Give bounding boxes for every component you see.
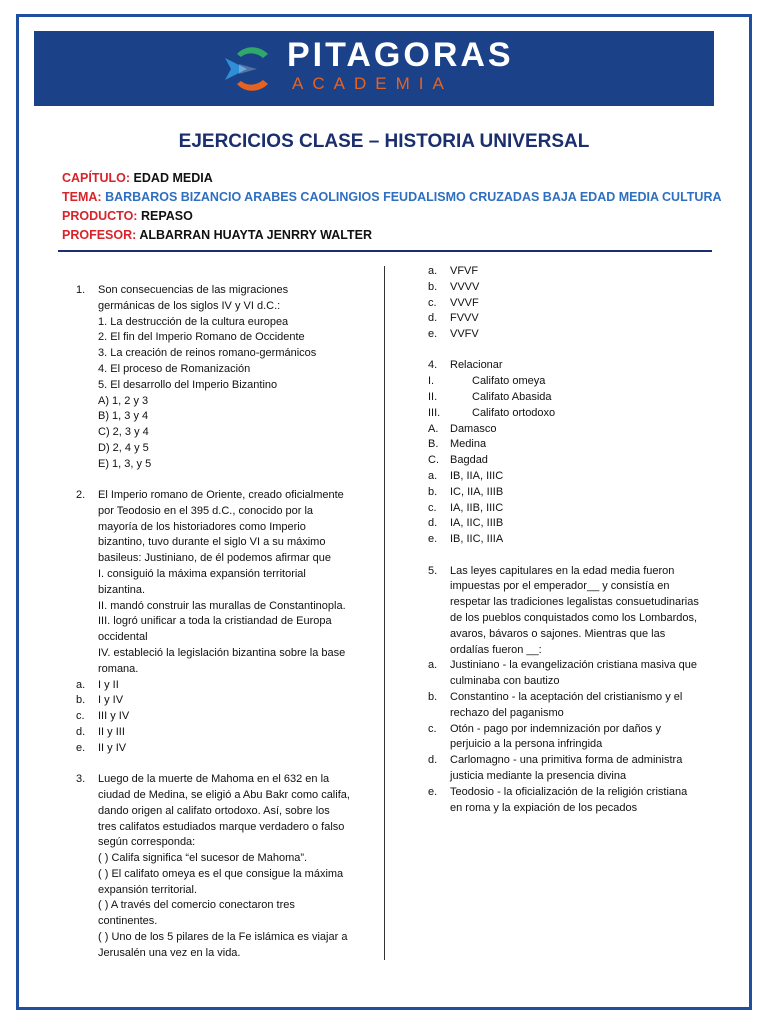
question-text: Las leyes capitulares en la edad media fueron <box>450 564 675 577</box>
item-text: Califato Abasida <box>472 391 552 404</box>
brand-subtitle: ACADEMIA <box>292 74 453 93</box>
answer-option: A) 1, 2 y 3 <box>98 394 149 407</box>
question-text: romana. <box>98 662 139 675</box>
statement-item: 4. El proceso de Romanización <box>98 362 251 375</box>
item-text: Medina <box>450 438 487 451</box>
item-numeral: II. <box>428 391 438 404</box>
match-item <box>428 406 718 422</box>
option-letter: c. <box>428 722 437 735</box>
question-text: avaros, bávaros o sajones. Mientras que las <box>450 627 666 640</box>
item-numeral: I. <box>428 375 435 388</box>
question-text: Son consecuencias de las migraciones <box>98 284 289 296</box>
option-text: Otón - pago por indemnización por daños y <box>450 722 661 735</box>
option-text: VVFV <box>450 328 479 341</box>
meta-teacher <box>62 228 372 242</box>
answer-option <box>428 264 718 280</box>
option-letter: b. <box>428 690 438 703</box>
question-1 <box>76 283 366 473</box>
question-text: ( ) A través del comercio conectaron tres <box>98 899 295 912</box>
option-text: I y IV <box>98 694 124 707</box>
answer-option: D) 2, 4 y 5 <box>98 441 149 454</box>
question-text: Jerusalén una vez en la vida. <box>98 946 241 959</box>
item-text: Califato ortodoxo <box>472 406 556 419</box>
item-text: Califato omeya <box>472 375 546 388</box>
question-text: dando origen al califato ortodoxo. Así, sobre los <box>98 804 330 817</box>
meta-key: TEMA: <box>62 190 102 204</box>
option-letter: d. <box>428 312 438 325</box>
option-letter: e. <box>76 741 86 754</box>
option-text: IB, IIA, IIIC <box>450 470 504 483</box>
option-text: en roma y la expiación de los pecados <box>450 801 638 814</box>
question-text: según corresponda: <box>98 836 196 849</box>
option-letter: d. <box>76 726 86 739</box>
option-text: FVVV <box>450 312 479 325</box>
answer-option <box>428 532 718 548</box>
document-title: EJERCICIOS CLASE – HISTORIA UNIVERSAL <box>178 131 590 152</box>
question-text: ( ) Uno de los 5 pilares de la Fe islámica es viajar a <box>98 931 348 944</box>
question-4 <box>428 358 718 548</box>
option-text: culminaba con bautizo <box>450 675 560 688</box>
question-text: respetar las tradiciones legalistas consuetudinarias <box>450 596 699 609</box>
option-letter: e. <box>428 785 438 798</box>
right-column <box>428 264 718 832</box>
option-letter: d. <box>428 754 438 767</box>
brand-name: PITAGORAS <box>287 36 514 74</box>
answer-option <box>428 658 718 674</box>
question-text: ( ) Califa significa “el sucesor de Mahoma”. <box>98 852 308 865</box>
option-text: Teodosio - la oficialización de la religión cristiana <box>450 785 688 798</box>
item-text: Damasco <box>450 422 497 435</box>
statement-item: 5. El desarrollo del Imperio Bizantino <box>98 378 278 391</box>
statement-item: 1. La destrucción de la cultura europea <box>98 315 289 328</box>
option-text: perjuicio a la persona infringida <box>450 738 603 751</box>
option-letter: d. <box>428 517 438 530</box>
question-text: II. mandó construir las murallas de Constantinopla. <box>98 599 346 612</box>
option-letter: a. <box>428 265 438 277</box>
question-5 <box>428 564 718 817</box>
answer-option <box>428 311 718 327</box>
answer-option <box>428 753 718 769</box>
option-text: I y II <box>98 678 119 691</box>
question-text: expansión territorial. <box>98 883 198 896</box>
header-divider <box>58 250 712 252</box>
item-letter: A. <box>428 422 439 435</box>
option-text: Carlomagno - una primitiva forma de administra <box>450 754 683 767</box>
match-item <box>428 437 718 453</box>
left-column <box>76 283 366 977</box>
question-2 <box>76 488 366 757</box>
question-text: por Teodosio en el 395 d.C., conocido por la <box>98 504 314 517</box>
option-text: IB, IIC, IIIA <box>450 533 504 546</box>
option-text: IA, IIB, IIIC <box>450 501 504 514</box>
match-item <box>428 374 718 390</box>
answer-option <box>76 693 366 709</box>
option-text: Justiniano - la evangelización cristiana masiva que <box>450 659 698 672</box>
match-item <box>428 453 718 469</box>
question-text: Luego de la muerte de Mahoma en el 632 en la <box>98 773 330 786</box>
option-text: Constantino - la aceptación del cristianismo y el <box>450 690 683 703</box>
question-3 <box>76 772 366 962</box>
meta-product <box>62 209 193 223</box>
match-item <box>428 422 718 438</box>
question-text: de los pueblos conquistados como los Lombardos, <box>450 611 698 624</box>
answer-option <box>428 327 718 343</box>
option-text: VVVV <box>450 280 480 293</box>
option-letter: c. <box>428 501 437 514</box>
question-text: bizantina. <box>98 583 146 596</box>
answer-option <box>428 296 718 312</box>
question-text: ordalías fueron __: <box>450 643 542 656</box>
option-letter: b. <box>76 694 86 707</box>
option-text: IA, IIC, IIIB <box>450 517 504 530</box>
answer-option: C) 2, 3 y 4 <box>98 426 149 439</box>
item-letter: C. <box>428 454 439 467</box>
option-letter: e. <box>428 533 438 546</box>
answer-option <box>76 709 366 725</box>
option-letter: a. <box>76 678 86 691</box>
question-text: tres califatos estudiados marque verdadero o falso <box>98 820 345 833</box>
question-text: mayoría de los historiadores como Imperio <box>98 520 306 533</box>
question-text: germánicas de los siglos IV y VI d.C.: <box>98 299 281 312</box>
answer-option <box>428 516 718 532</box>
meta-value: BARBAROS BIZANCIO ARABES CAOLINGIOS FEUDALISMO CRUZADAS BAJA EDAD MEDIA CULTURA <box>105 190 722 204</box>
option-text: II y III <box>98 726 125 739</box>
column-divider <box>384 266 385 960</box>
question-number: 2. <box>76 489 86 502</box>
answer-option <box>76 678 366 694</box>
answer-option: E) 1, 3, y 5 <box>98 457 152 470</box>
meta-value: EDAD MEDIA <box>133 171 213 185</box>
option-letter: a. <box>428 659 438 672</box>
answer-option <box>76 725 366 741</box>
question-text: IV. estableció la legislación bizantina sobre la base <box>98 647 346 660</box>
question-text: III. logró unificar a toda la cristiandad de Europa <box>98 615 332 628</box>
question-text: continentes. <box>98 915 158 928</box>
option-letter: c. <box>76 710 85 723</box>
answer-option <box>428 501 718 517</box>
meta-chapter <box>62 171 213 185</box>
option-letter: b. <box>428 485 438 498</box>
question-text: ( ) El califato omeya es el que consigue la máxima <box>98 867 344 880</box>
meta-value: ALBARRAN HUAYTA JENRRY WALTER <box>139 228 372 242</box>
option-text: justicia mediante la presencia divina <box>450 769 627 782</box>
statement-item: 2. El fin del Imperio Romano de Occidente <box>98 331 305 344</box>
option-text: III y IV <box>98 710 130 723</box>
answer-option: B) 1, 3 y 4 <box>98 410 149 423</box>
option-letter: a. <box>428 470 438 483</box>
question-3-options <box>428 264 718 343</box>
option-text: VVVF <box>450 296 479 309</box>
option-text: IC, IIA, IIIB <box>450 485 504 498</box>
option-letter: e. <box>428 328 438 341</box>
option-text: VFVF <box>450 265 479 277</box>
question-text: El Imperio romano de Oriente, creado oficialmente <box>98 489 344 502</box>
answer-option <box>428 469 718 485</box>
option-text: II y IV <box>98 741 127 754</box>
question-text: impuestas por el emperador__ y consistía en <box>450 580 670 593</box>
item-numeral: III. <box>428 406 441 419</box>
answer-option <box>428 280 718 296</box>
item-text: Bagdad <box>450 454 488 467</box>
item-letter: B. <box>428 438 439 451</box>
question-number: 4. <box>428 359 438 372</box>
question-text: ciudad de Medina, se eligió a Abu Bakr como califa, <box>98 788 350 801</box>
answer-option <box>428 690 718 706</box>
meta-key: PRODUCTO: <box>62 209 138 223</box>
match-item <box>428 390 718 406</box>
option-letter: c. <box>428 296 437 309</box>
meta-key: PROFESOR: <box>62 228 137 242</box>
statement-item: 3. La creación de reinos romano-germánicos <box>98 347 317 360</box>
option-letter: b. <box>428 280 438 293</box>
question-text: basileus: Justiniano, de él podemos afirmar que <box>98 552 331 565</box>
question-text: Relacionar <box>450 359 503 372</box>
answer-option <box>76 741 366 757</box>
question-number: 5. <box>428 564 438 577</box>
question-text: occidental <box>98 631 148 644</box>
pitagoras-logo-icon <box>223 42 273 94</box>
answer-option <box>428 785 718 801</box>
meta-key: CAPÍTULO: <box>62 171 131 185</box>
meta-value: REPASO <box>140 209 193 223</box>
question-text: I. consiguió la máxima expansión territorial <box>98 568 306 581</box>
question-number: 1. <box>76 284 86 296</box>
option-text: rechazo del paganismo <box>450 706 564 719</box>
meta-topic <box>62 190 722 204</box>
answer-option <box>428 485 718 501</box>
question-number: 3. <box>76 773 86 786</box>
question-text: bizantino, tuvo durante el siglo VI a su máximo <box>98 536 326 549</box>
answer-option <box>428 722 718 738</box>
